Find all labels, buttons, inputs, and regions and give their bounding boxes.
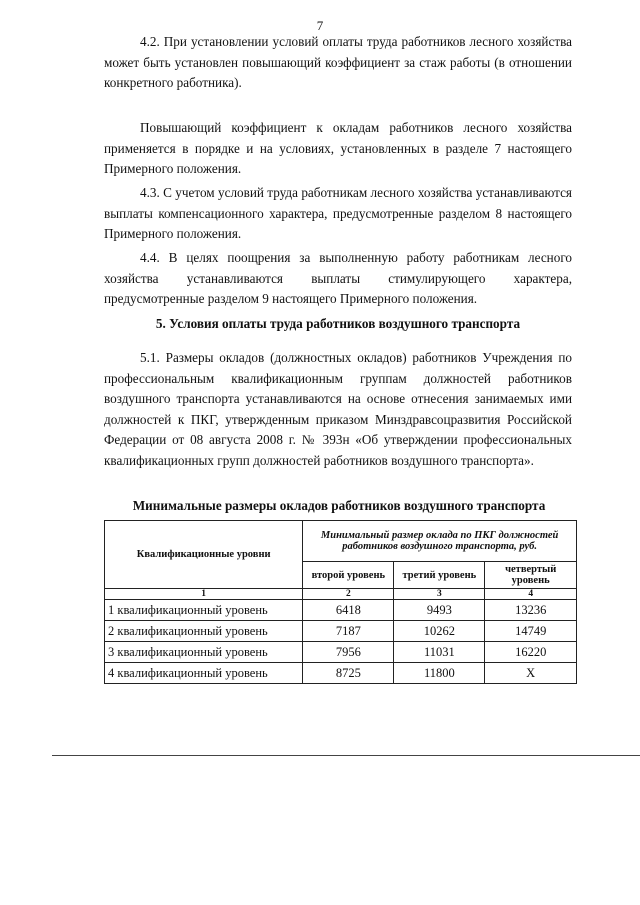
paragraph-coefficient: Повышающий коэффициент к окладам работников лесного хозяйства применяется в порядке и на условиях, установленных в разделе 7 настоящего Примерного положения.	[104, 120, 572, 176]
value-cell: 8725	[303, 663, 394, 684]
value-cell: 11031	[394, 642, 485, 663]
col-number: 2	[303, 589, 394, 600]
level-cell: 2 квалификационный уровень	[105, 621, 303, 642]
value-cell: X	[485, 663, 577, 684]
value-cell: 14749	[485, 621, 577, 642]
level-cell: 1 квалификационный уровень	[105, 600, 303, 621]
header-fourth-level: четвертый уровень	[485, 562, 577, 589]
value-cell: 6418	[303, 600, 394, 621]
table-row	[105, 663, 577, 684]
column-number-row	[105, 589, 577, 600]
paragraph-4-2: 4.2. При установлении условий оплаты труда работников лесного хозяйства может быть установлен повышающий коэффициент за стаж работы (в отношении конкретного работника).	[104, 34, 572, 90]
col-number: 3	[394, 589, 485, 600]
table-row	[105, 642, 577, 663]
header-min-salary: Минимальный размер оклада по ПКГ должностей работников воздушного транспорта, руб.	[303, 521, 577, 562]
value-cell: 9493	[394, 600, 485, 621]
value-cell: 10262	[394, 621, 485, 642]
header-second-level: второй уровень	[303, 562, 394, 589]
value-cell: 7187	[303, 621, 394, 642]
paragraph-4-3: 4.3. С учетом условий труда работникам лесного хозяйства устанавливаются выплаты компенсационного характера, предусмотренные разделом 8 настоящего Примерного положения.	[104, 185, 572, 241]
value-cell: 16220	[485, 642, 577, 663]
col-number: 4	[485, 589, 577, 600]
table-row	[105, 600, 577, 621]
salary-table	[104, 520, 577, 684]
header-qualification-levels: Квалификационные уровни	[105, 521, 303, 589]
table-title: Минимальные размеры окладов работников воздушного транспорта	[132, 498, 546, 513]
section-title: 5. Условия оплаты труда работников воздушного транспорта	[155, 316, 521, 331]
footer-divider	[52, 755, 640, 756]
table-row	[105, 621, 577, 642]
paragraph-5-1: 5.1. Размеры окладов (должностных окладов) работников Учреждения по профессиональным квалификационным группам должностей работников воздушного транспорта устанавливаются на основе отнесения занимаемых ими должностей к ПКГ, утвержденным приказом Минздравсоцразвития Российской Федерации от 08 августа 2008 г. № 393н «Об утверждении профессиональных квалификационных групп должностей работников воздушного транспорта».	[104, 350, 572, 468]
value-cell: 11800	[394, 663, 485, 684]
header-third-level: третий уровень	[394, 562, 485, 589]
level-cell: 3 квалификационный уровень	[105, 642, 303, 663]
level-cell: 4 квалификационный уровень	[105, 663, 303, 684]
page-number: 7	[316, 18, 324, 33]
paragraph-4-4: 4.4. В целях поощрения за выполненную работу работникам лесного хозяйства устанавливаются выплаты стимулирующего характера, предусмотренные разделом 9 настоящего Примерного положения.	[104, 250, 572, 306]
value-cell: 7956	[303, 642, 394, 663]
col-number: 1	[105, 589, 303, 600]
value-cell: 13236	[485, 600, 577, 621]
